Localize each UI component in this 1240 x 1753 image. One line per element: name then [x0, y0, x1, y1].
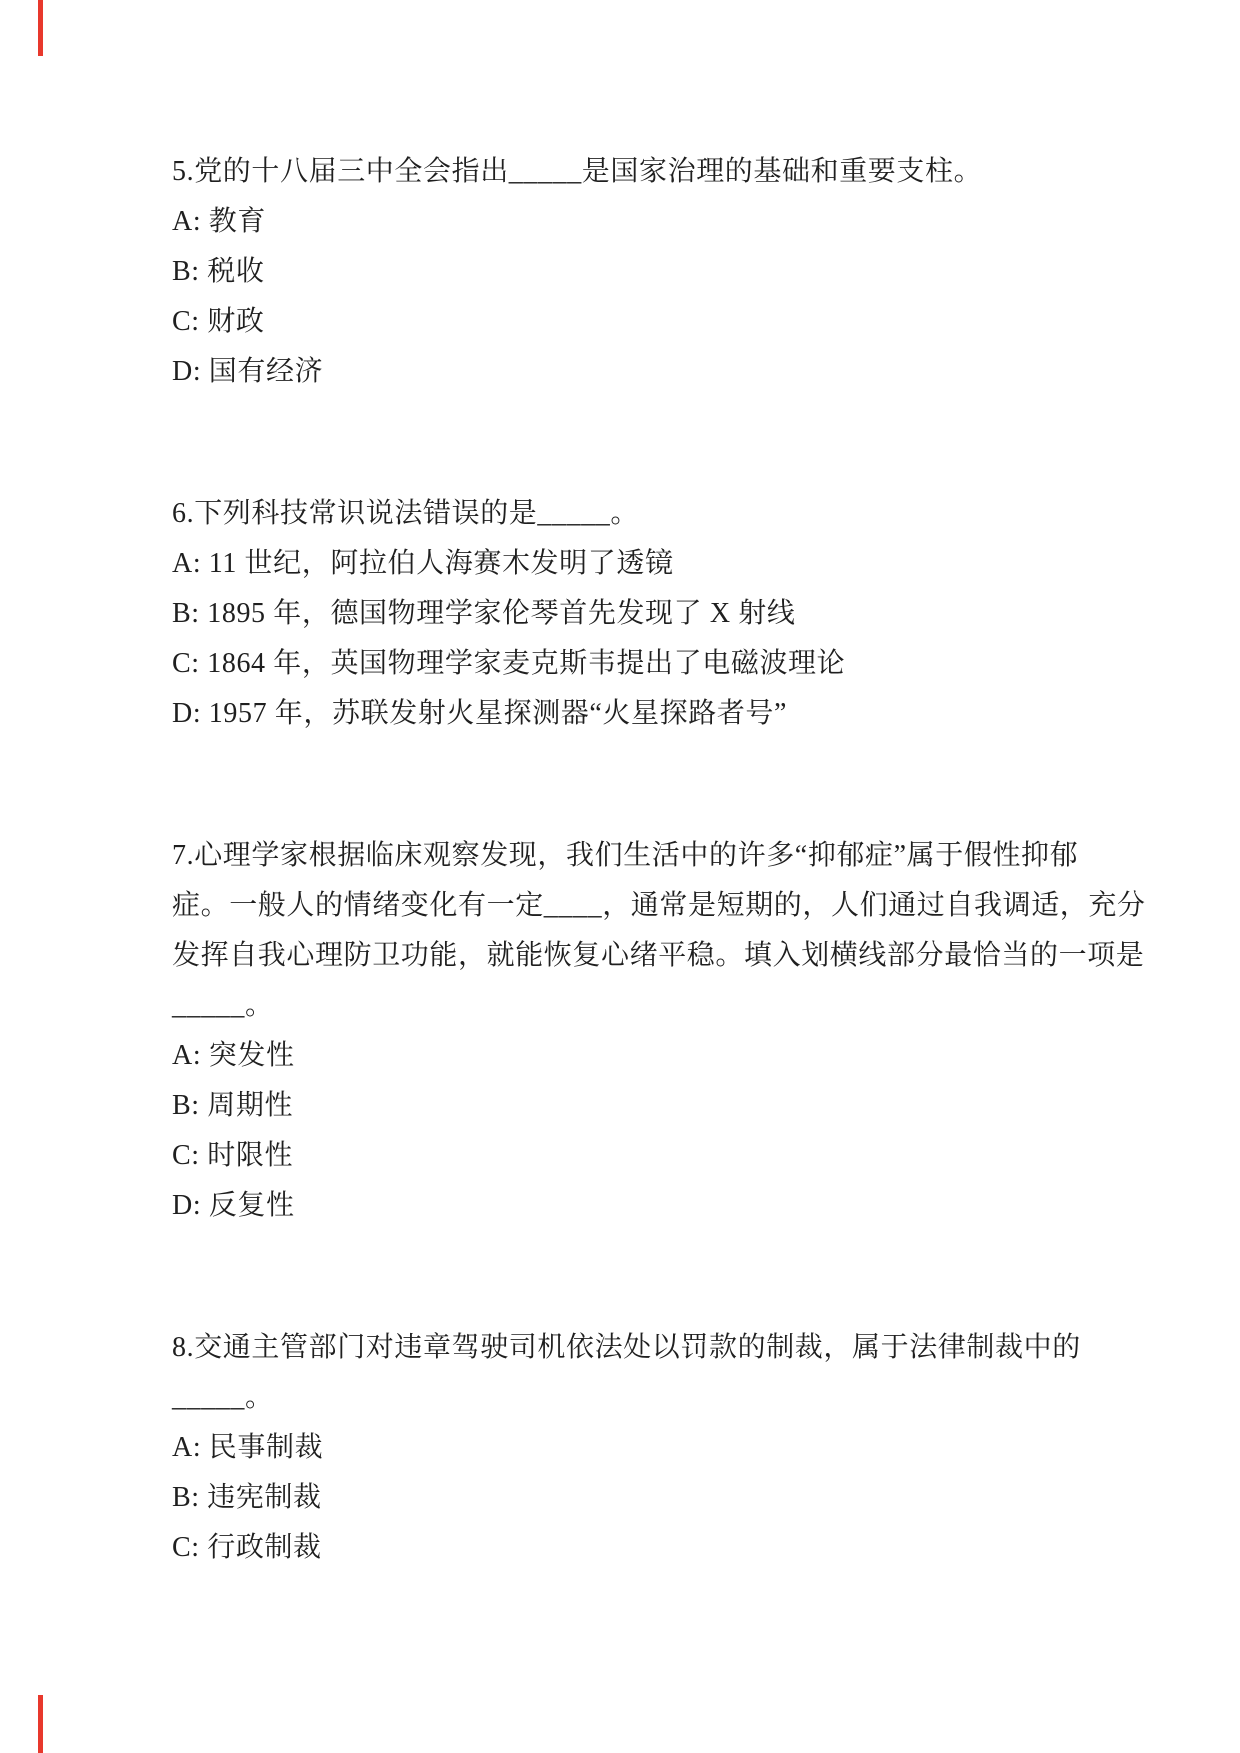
- question-6-option-b: B: 1895 年，德国物理学家伦琴首先发现了 X 射线: [172, 598, 796, 629]
- question-6-stem-line-1: 6.下列科技常识说法错误的是_____。: [172, 498, 640, 529]
- question-7-stem-line-2: 症。一般人的情绪变化有一定____，通常是短期的，人们通过自我调适，充分: [172, 890, 1146, 921]
- question-7: [172, 831, 1146, 1231]
- question-7-stem-line-1: 7.心理学家根据临床观察发现，我们生活中的许多“抑郁症”属于假性抑郁: [172, 840, 1079, 871]
- question-6-option-c: C: 1864 年，英国物理学家麦克斯韦提出了电磁波理论: [172, 648, 846, 679]
- question-5-option-d: D: 国有经济: [172, 356, 324, 387]
- question-8-stem-line-1: 8.交通主管部门对违章驾驶司机依法处以罚款的制裁，属于法律制裁中的: [172, 1332, 1081, 1363]
- question-8: [172, 1323, 1090, 1573]
- question-8-option-b: B: 违宪制裁: [172, 1482, 322, 1513]
- question-6-option-a: A: 11 世纪，阿拉伯人海赛木发明了透镜: [172, 548, 674, 579]
- question-6-option-d: D: 1957 年，苏联发射火星探测器“火星探路者号”: [172, 698, 788, 729]
- question-5-stem-line-1: 5.党的十八届三中全会指出_____是国家治理的基础和重要支柱。: [172, 156, 983, 187]
- question-8-stem-line-2: _____。: [172, 1382, 274, 1413]
- page-edge-marker-top: [38, 0, 43, 56]
- page-edge-marker-bottom: [38, 1695, 43, 1753]
- question-7-option-d: D: 反复性: [172, 1190, 295, 1221]
- question-7-stem-line-4: _____。: [172, 990, 274, 1021]
- question-6: [172, 489, 1090, 739]
- question-8-option-c: C: 行政制裁: [172, 1532, 322, 1563]
- question-5: [172, 147, 1090, 397]
- question-5-option-c: C: 财政: [172, 306, 265, 337]
- question-7-option-b: B: 周期性: [172, 1090, 294, 1121]
- question-5-option-b: B: 税收: [172, 256, 265, 287]
- question-5-option-a: A: 教育: [172, 206, 267, 237]
- question-7-option-a: A: 突发性: [172, 1040, 295, 1071]
- question-7-stem-line-3: 发挥自我心理防卫功能，就能恢复心绪平稳。填入划横线部分最恰当的一项是: [172, 940, 1145, 971]
- question-7-option-c: C: 时限性: [172, 1140, 294, 1171]
- question-8-option-a: A: 民事制裁: [172, 1432, 324, 1463]
